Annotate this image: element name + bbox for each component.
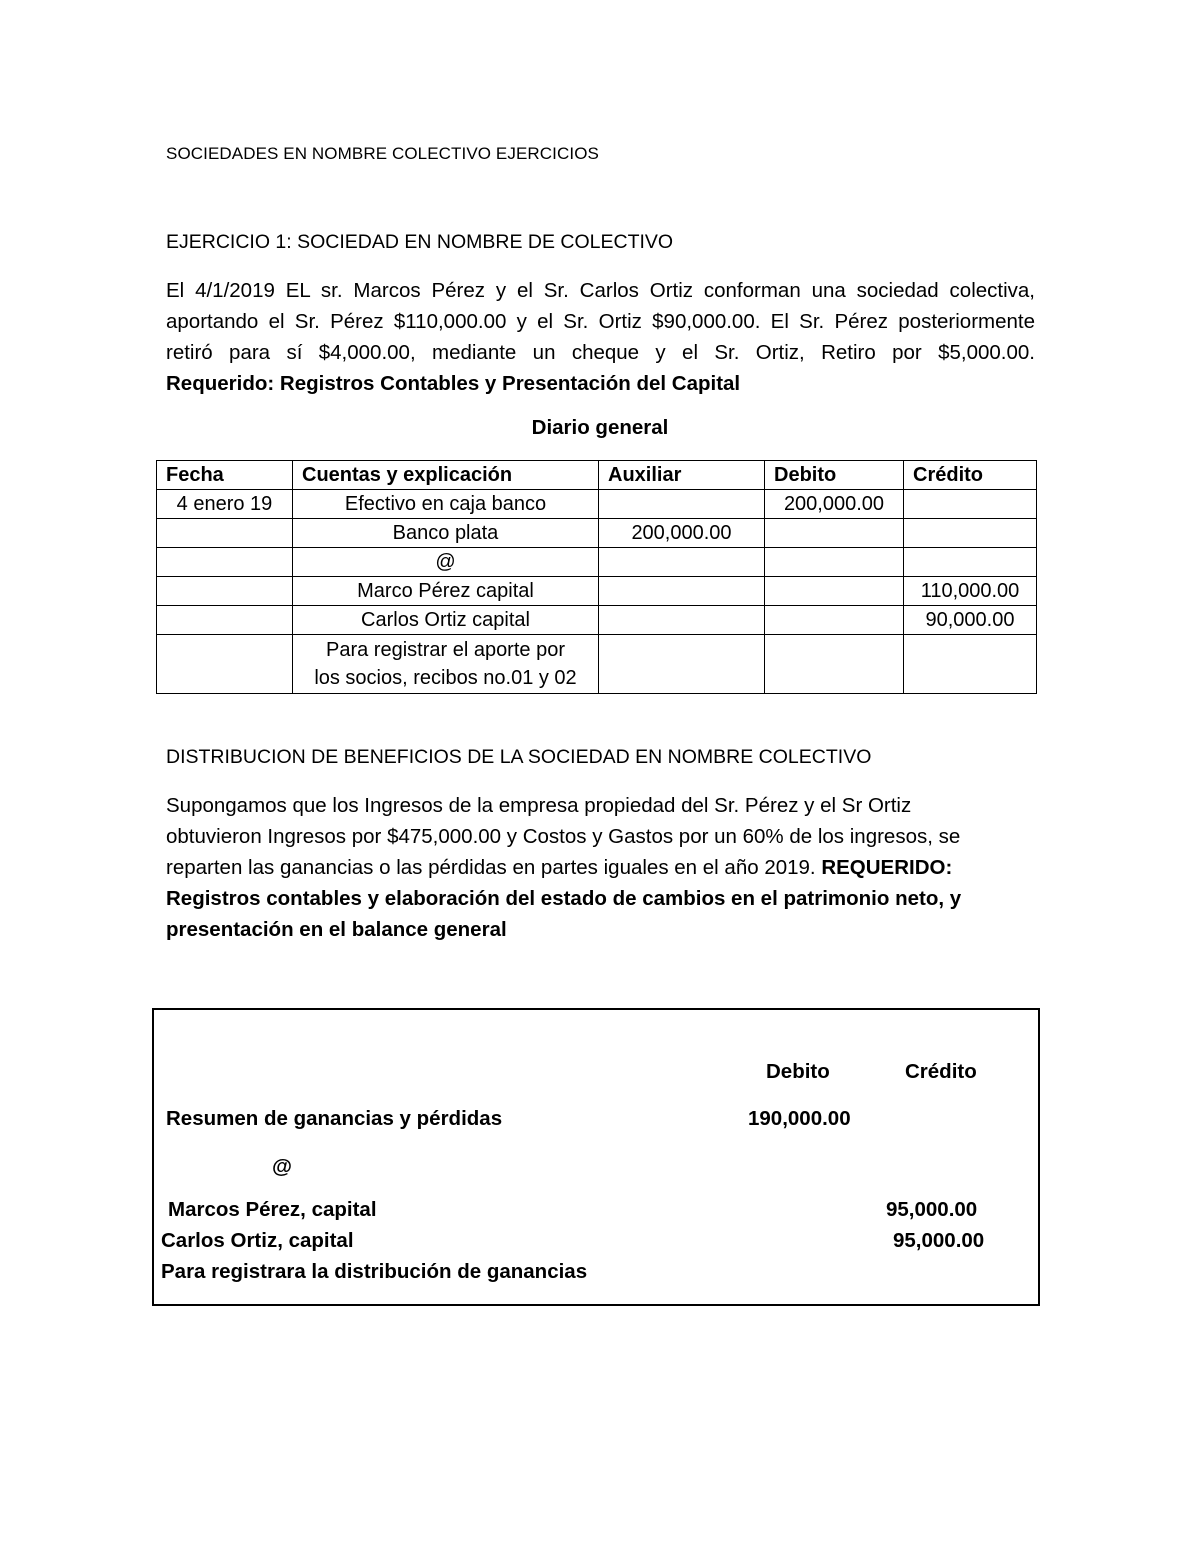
cell-cuenta: Banco plata [293, 519, 599, 548]
cell-debito [765, 635, 904, 694]
cell-cuenta: Carlos Ortiz capital [293, 606, 599, 635]
explanation-line: los socios, recibos no.01 y 02 [314, 667, 577, 689]
statement-line: Supongamos que los Ingresos de la empresa propiedad del Sr. Pérez y el Sr Ortiz [166, 794, 912, 817]
exercise1-required: Requerido: Registros Contables y Presentación del Capital [166, 372, 741, 395]
header-debito: Debito [765, 461, 904, 490]
cell-auxiliar [599, 548, 765, 577]
cell-credito [904, 519, 1037, 548]
general-journal-table [156, 460, 1037, 694]
table-row [157, 577, 1037, 606]
statement-line: obtuvieron Ingresos por $475,000.00 y Costos y Gastos por un 60% de los ingresos, se [166, 825, 961, 848]
cell-debito [765, 548, 904, 577]
summary-account: Resumen de ganancias y pérdidas [166, 1107, 503, 1130]
requerido-label: REQUERIDO: [821, 856, 953, 879]
cell-explanation [293, 635, 599, 694]
header-auxiliar: Auxiliar [599, 461, 765, 490]
distribution-entry-box [152, 1008, 1040, 1306]
ortiz-capital-account: Carlos Ortiz, capital [161, 1229, 354, 1252]
table-row [157, 548, 1037, 577]
ortiz-capital-credit: 95,000.00 [893, 1229, 985, 1252]
table-row [157, 606, 1037, 635]
distribution-explanation: Para registrara la distribución de ganancias [161, 1260, 588, 1283]
cell-debito: 200,000.00 [765, 490, 904, 519]
cell-cuenta: Marco Pérez capital [293, 577, 599, 606]
journal-title: Diario general [531, 416, 669, 439]
table-row [157, 519, 1037, 548]
document-title: SOCIEDADES EN NOMBRE COLECTIVO EJERCICIOS [166, 144, 599, 163]
statement-text: reparten las ganancias o las pérdidas en partes iguales en el año 2019. [166, 856, 822, 879]
cell-credito: 90,000.00 [904, 606, 1037, 635]
statement-line: retiró para sí $4,000.00, mediante un cheque y el Sr. Ortiz, Retiro por $5,000.00. [166, 341, 1035, 364]
table-row [157, 490, 1037, 519]
cell-fecha [157, 519, 293, 548]
cell-credito [904, 635, 1037, 694]
cell-debito [765, 519, 904, 548]
cell-credito: 110,000.00 [904, 577, 1037, 606]
journal-header-row [157, 461, 1037, 490]
header-cuentas: Cuentas y explicación [293, 461, 599, 490]
cell-auxiliar [599, 490, 765, 519]
statement-line: Registros contables y elaboración del estado de cambios en el patrimonio neto, y [166, 887, 962, 910]
statement-line: presentación en el balance general [166, 918, 507, 941]
cell-cuenta: Efectivo en caja banco [293, 490, 599, 519]
distribution-statement [166, 790, 1066, 945]
at-sign: @ [272, 1155, 292, 1178]
cell-debito [765, 606, 904, 635]
header-fecha: Fecha [157, 461, 293, 490]
box-credit-header: Crédito [905, 1060, 977, 1083]
perez-capital-credit: 95,000.00 [886, 1198, 978, 1221]
exercise1-heading: EJERCICIO 1: SOCIEDAD EN NOMBRE DE COLECTIVO [166, 231, 674, 253]
cell-fecha: 4 enero 19 [157, 490, 293, 519]
perez-capital-account: Marcos Pérez, capital [168, 1198, 377, 1221]
box-debit-header: Debito [766, 1060, 830, 1083]
cell-fecha [157, 577, 293, 606]
distribution-heading: DISTRIBUCION DE BENEFICIOS DE LA SOCIEDAD EN NOMBRE COLECTIVO [166, 746, 872, 768]
cell-auxiliar [599, 577, 765, 606]
statement-line: aportando el Sr. Pérez $110,000.00 y el Sr. Ortiz $90,000.00. El Sr. Pérez posteriormente [166, 310, 1035, 333]
explanation-line: Para registrar el aporte por [325, 639, 565, 661]
cell-auxiliar [599, 606, 765, 635]
cell-auxiliar [599, 635, 765, 694]
cell-fecha [157, 606, 293, 635]
table-row [157, 635, 1037, 694]
exercise1-statement [166, 275, 1035, 399]
statement-line: El 4/1/2019 EL sr. Marcos Pérez y el Sr. Carlos Ortiz conforman una sociedad colectiva, [166, 279, 1035, 302]
statement-line [166, 852, 1066, 883]
cell-fecha [157, 548, 293, 577]
header-credito: Crédito [904, 461, 1037, 490]
summary-debit: 190,000.00 [748, 1107, 851, 1130]
cell-credito [904, 548, 1037, 577]
cell-auxiliar: 200,000.00 [599, 519, 765, 548]
cell-credito [904, 490, 1037, 519]
cell-fecha [157, 635, 293, 694]
cell-debito [765, 577, 904, 606]
cell-cuenta: @ [293, 548, 599, 577]
